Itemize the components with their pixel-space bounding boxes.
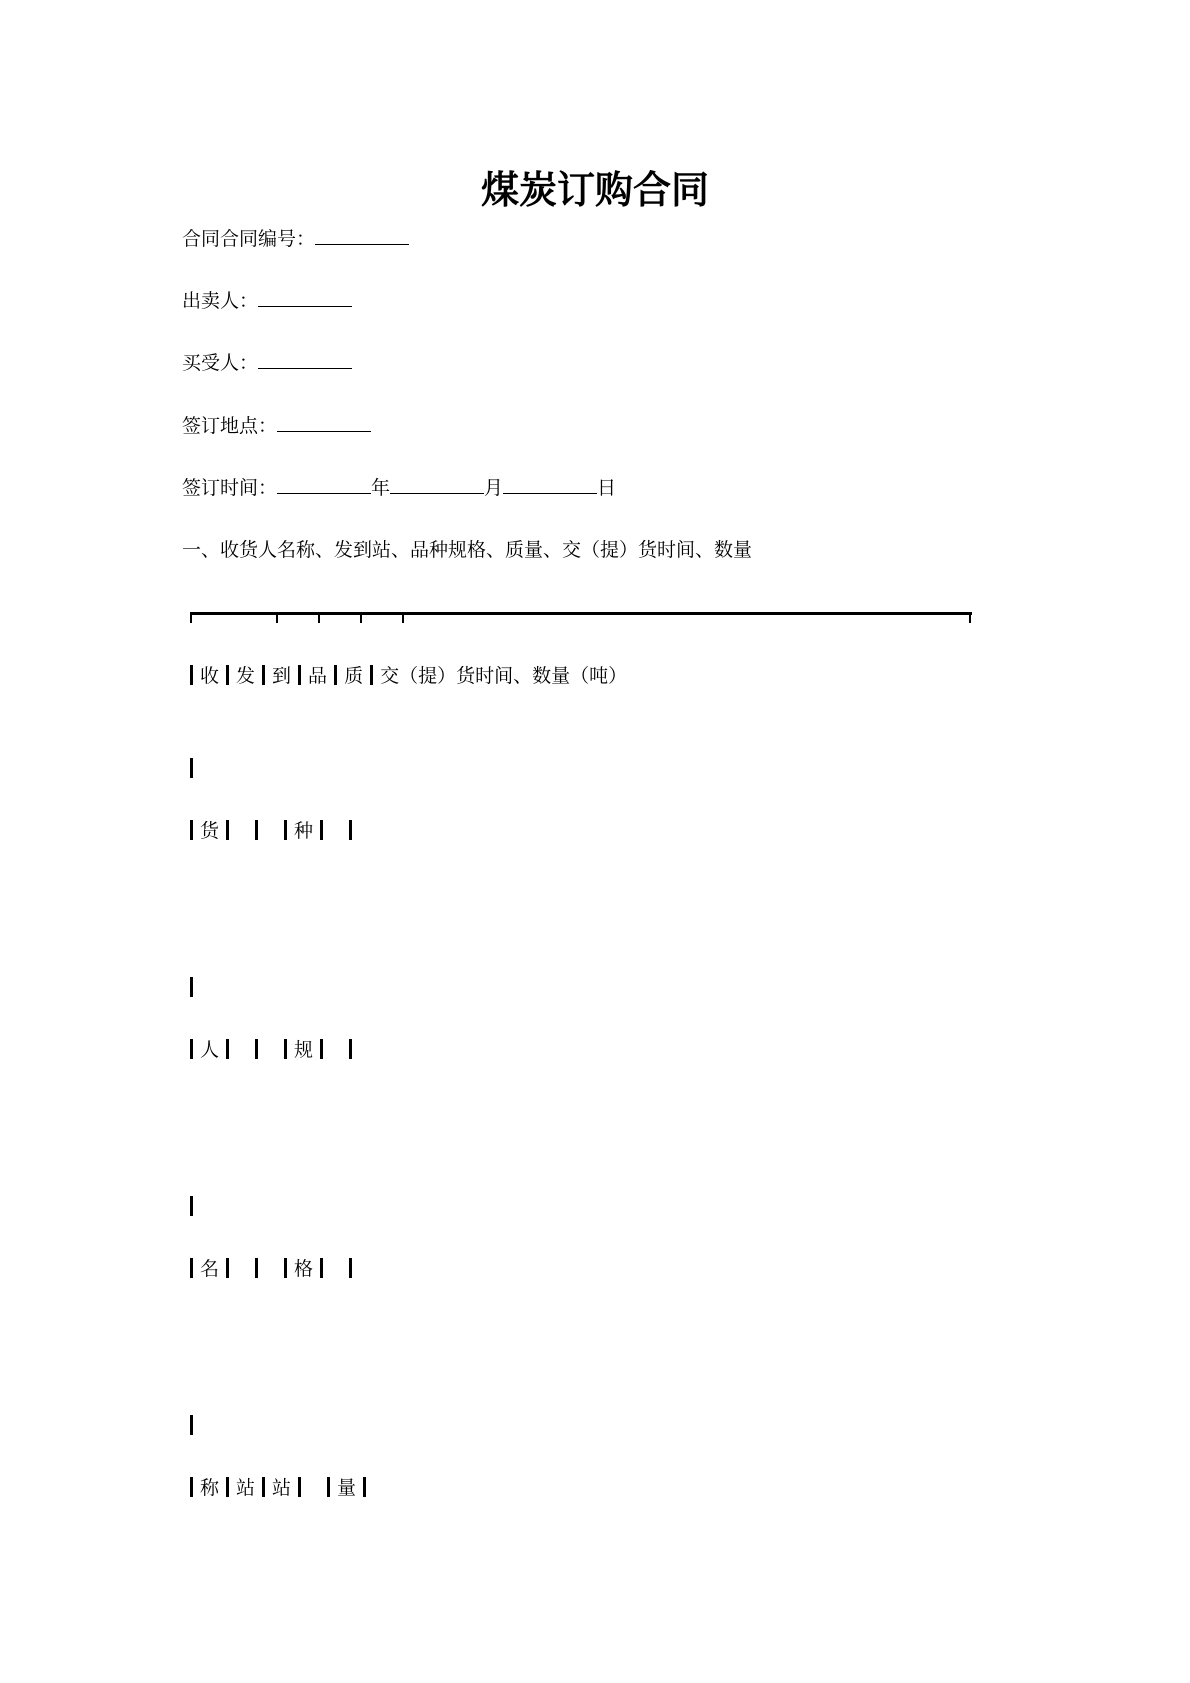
table-row bbox=[190, 1256, 359, 1282]
table-row-divider bbox=[190, 1196, 193, 1216]
cell-divider bbox=[262, 665, 265, 685]
cell-divider bbox=[255, 820, 258, 840]
table-cell: 格 bbox=[294, 1258, 314, 1280]
table-cell: 站 bbox=[272, 1477, 292, 1499]
cell-divider bbox=[255, 1039, 258, 1059]
table-row bbox=[190, 818, 359, 844]
table-cell: 量 bbox=[337, 1477, 357, 1499]
cell-divider bbox=[262, 1477, 265, 1497]
table-header-cell: 到 bbox=[272, 665, 292, 687]
contract-number-blank[interactable] bbox=[315, 226, 409, 245]
table-row-divider bbox=[190, 758, 193, 778]
table-tick bbox=[402, 612, 404, 623]
year-blank[interactable] bbox=[277, 475, 371, 494]
cell-divider bbox=[255, 1258, 258, 1278]
signing-place-label: 签订地点： bbox=[182, 415, 278, 437]
signing-place-blank[interactable] bbox=[277, 413, 371, 432]
day-label: 日 bbox=[597, 477, 617, 499]
month-label: 月 bbox=[484, 477, 504, 499]
section-1-heading: 一、收货人名称、发到站、品种规格、质量、交（提）货时间、数量 bbox=[182, 539, 753, 561]
buyer-blank[interactable] bbox=[258, 350, 352, 369]
cell-divider bbox=[226, 1258, 229, 1278]
cell-divider bbox=[320, 820, 323, 840]
cell-divider bbox=[284, 1039, 287, 1059]
cell-divider bbox=[226, 820, 229, 840]
table-cell: 人 bbox=[200, 1039, 220, 1061]
table-cell: 规 bbox=[294, 1039, 314, 1061]
table-top-rule bbox=[190, 612, 972, 615]
signing-time-line bbox=[182, 475, 616, 501]
month-blank[interactable] bbox=[390, 475, 484, 494]
cell-divider bbox=[349, 1258, 352, 1278]
cell-divider bbox=[190, 1258, 193, 1278]
table-header-row bbox=[190, 663, 627, 689]
table-header-cell: 质 bbox=[344, 665, 364, 687]
table-cell: 称 bbox=[200, 1477, 220, 1499]
table-top-border bbox=[190, 612, 972, 624]
buyer-line bbox=[182, 350, 352, 376]
year-label: 年 bbox=[371, 477, 391, 499]
buyer-label: 买受人： bbox=[182, 352, 259, 374]
cell-divider bbox=[298, 1477, 301, 1497]
signing-time-label: 签订时间： bbox=[182, 477, 278, 499]
cell-divider bbox=[370, 665, 373, 685]
table-header-cell: 发 bbox=[236, 665, 256, 687]
table-tick bbox=[276, 612, 278, 623]
table-tick bbox=[969, 612, 971, 623]
cell-divider bbox=[226, 665, 229, 685]
table-tick bbox=[190, 612, 192, 623]
day-blank[interactable] bbox=[503, 475, 597, 494]
cell-divider bbox=[190, 1039, 193, 1059]
table-header-cell: 品 bbox=[308, 665, 328, 687]
document-title: 煤炭订购合同 bbox=[480, 167, 709, 212]
table-cell: 名 bbox=[200, 1258, 220, 1280]
table-row-divider bbox=[190, 1415, 193, 1435]
cell-divider bbox=[298, 665, 301, 685]
cell-divider bbox=[363, 1477, 366, 1497]
cell-divider bbox=[320, 1258, 323, 1278]
cell-divider bbox=[284, 1258, 287, 1278]
cell-divider bbox=[327, 1477, 330, 1497]
table-tick bbox=[360, 612, 362, 623]
cell-divider bbox=[226, 1477, 229, 1497]
contract-number-label: 合同合同编号： bbox=[182, 228, 316, 250]
cell-divider bbox=[226, 1039, 229, 1059]
table-tick bbox=[318, 612, 320, 623]
cell-divider bbox=[349, 820, 352, 840]
table-cell: 种 bbox=[294, 820, 314, 842]
table-row-divider bbox=[190, 977, 193, 997]
table-row bbox=[190, 1037, 359, 1063]
cell-divider bbox=[190, 820, 193, 840]
cell-divider bbox=[190, 665, 193, 685]
table-header-cell: 交（提）货时间、数量（吨） bbox=[380, 665, 628, 687]
cell-divider bbox=[349, 1039, 352, 1059]
seller-label: 出卖人： bbox=[182, 290, 259, 312]
contract-number-line bbox=[182, 226, 409, 252]
cell-divider bbox=[320, 1039, 323, 1059]
cell-divider bbox=[284, 820, 287, 840]
table-cell: 货 bbox=[200, 820, 220, 842]
seller-line bbox=[182, 288, 352, 314]
table-row bbox=[190, 1475, 373, 1501]
cell-divider bbox=[334, 665, 337, 685]
table-header-cell: 收 bbox=[200, 665, 220, 687]
seller-blank[interactable] bbox=[258, 288, 352, 307]
signing-place-line bbox=[182, 413, 371, 439]
cell-divider bbox=[190, 1477, 193, 1497]
table-cell: 站 bbox=[236, 1477, 256, 1499]
